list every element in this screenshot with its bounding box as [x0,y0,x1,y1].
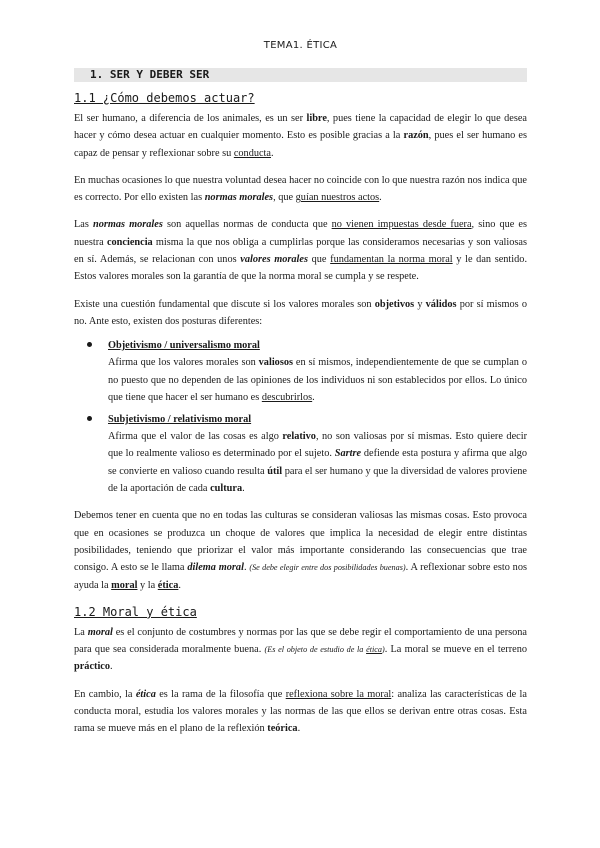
postures-list [74,338,527,497]
paragraph-dilema: Debemos tener en cuenta que no en todas las culturas se consideran valiosas las mismas cosas. Esto provoca que en ocasiones se produzca un choque de valores que implica la necesidad de elegir entre distintas posibilidades, teniendo que priorizar el valor más importante considerando las consecuencias que trae consigo. A esto se le llama dilema moral. (Se debe elegir entre dos posibilidades buenas). A reflexionar sobre esto nos ayuda la moral y la ética. [74,510,527,591]
list-item-objetivismo [74,338,527,406]
bullet-dot-icon [87,342,92,347]
subsection-title-1-1: 1.1 ¿Cómo debemos actuar? [74,91,255,105]
list-item-subjetivismo [74,412,527,497]
bullet-title: Subjetivismo / relativismo moral [108,414,252,426]
paragraph-voluntad: En muchas ocasiones lo que nuestra voluntad desea hacer no coincide con lo que nuestra razón nos indica que es correcto. Por ello existen las normas morales, que guían nuestros actos. [74,174,527,204]
subsection-heading-1-2 [74,604,527,620]
section-heading: 1. SER Y DEBER SER [74,68,527,82]
subsection-heading-1-1 [74,90,527,106]
page-header: TEMA1. ÉTICA [263,40,338,51]
paragraph-normas-morales: Las normas morales son aquellas normas de conducta que no vienen impuestas desde fuera, sino que es nuestra conciencia misma la que nos obliga a cumplirlas porque las consideramos necesarias y son valiosas en sí. Además, se relacionan con unos valores morales que fundamentan la norma moral y le dan sentido. Estos valores morales son la garantía de que la norma moral se cumpla y se respete. [74,219,528,283]
paragraph-etica: En cambio, la ética es la rama de la filosofía que reflexiona sobre la moral: analiza las características de la conducta moral, estudia los valores morales y las normas de las que ellos se derivan entre otras cosas. Esta rama se mueve más en el plano de la reflexión teórica. [74,688,527,735]
bullet-body: Afirma que los valores morales son valiosos en sí mismos, independientemente de que se cumplan o no puesto que no dependen de las opiniones de los individuos ni son establecidos por ellos. Lo único que tiene que hacer el ser humano es descubrirlos. [108,357,527,403]
paragraph-moral: La moral es el conjunto de costumbres y normas por las que se debe regir el comportamiento de una persona para que sea considerada moralmente buena. (Es el objeto de estudio de la ética). La moral se mueve en el terreno práctico. [74,626,528,673]
paragraph-libertad: El ser humano, a diferencia de los animales, es un ser libre, pues tiene la capacidad de elegir lo que desea hacer y cómo desea actuar en cualquier momento. Esto es posible gracias a la razón, pues el ser humano es capaz de pensar y reflexionar sobre su conducta. [74,113,527,159]
bullet-dot-icon [87,416,92,421]
subsection-title-1-2: 1.2 Moral y ética [74,604,197,619]
bullet-body: Afirma que el valor de las cosas es algo relativo, no son valiosas por sí mismas. Esto quiere decir que lo realmente valioso es determinado por el sujeto. Sartre defiende esta postura y afirma que algo se convierte en valioso cuando resulta útil para el ser humano y que la diversidad de valores proviene de la aportación de cada cultura. [108,431,528,495]
bullet-title: Objetivismo / universalismo moral [108,340,260,352]
paragraph-cuestion: Existe una cuestión fundamental que discute si los valores morales son objetivos y válidos por sí mismos o no. Ante esto, existen dos posturas diferentes: [74,298,527,327]
